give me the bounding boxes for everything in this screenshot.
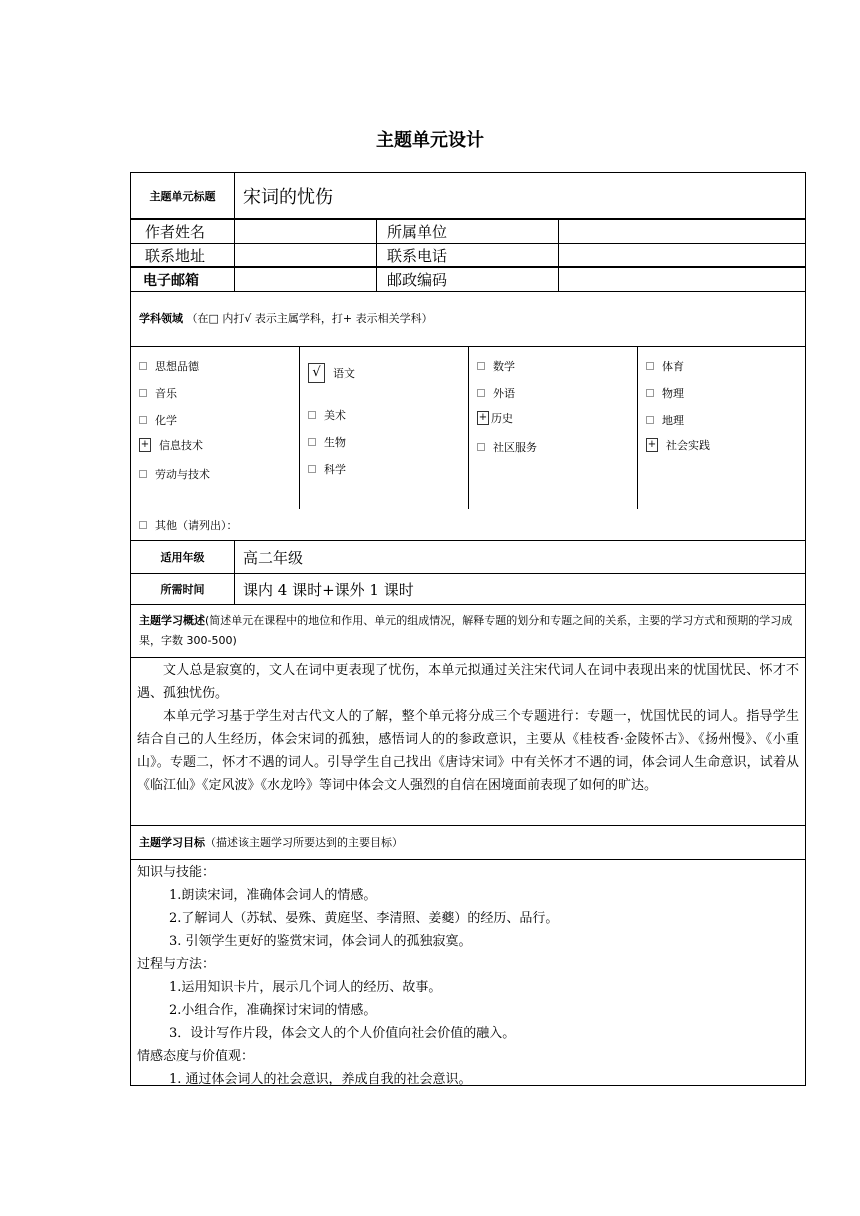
phone-label: 联系电话 (377, 244, 559, 266)
subject-item[interactable]: 劳动与技术 (139, 466, 210, 482)
subject-item[interactable]: + 信息技术 (140, 439, 203, 452)
subject-column-3 (469, 347, 638, 509)
grade-label: 适用年级 (131, 541, 235, 573)
subject-column-2 (300, 347, 469, 509)
unit-label: 所属单位 (377, 220, 559, 243)
subject-item[interactable]: 数学 (477, 358, 515, 374)
subject-area-note: （在□ 内打√ 表示主属学科，打+ 表示相关学科） (186, 312, 433, 325)
overview-note: (简述单元在课程中的地位和作用、单元的组成情况，解释专题的划分和专题之间的关系，主要的学习方式和预期的学习成果，字数 300-500) (139, 614, 793, 647)
checkbox-icon[interactable] (139, 389, 147, 397)
goal-line: 1.朗读宋词，准确体会词人的情感。 (169, 888, 377, 903)
goal-line: 3．设计写作片段，体会文人的个人价值向社会价值的融入。 (169, 1026, 516, 1041)
goal-line: 3. 引领学生更好的鉴赏宋词，体会词人的孤独寂寞。 (169, 934, 472, 949)
unit-title-row (131, 173, 805, 220)
unit-title-value[interactable]: 宋词的忧伤 (243, 186, 333, 208)
overview-label: 主题学习概述 (139, 614, 205, 627)
zip-label: 邮政编码 (377, 268, 559, 291)
checkbox-icon[interactable] (477, 362, 485, 370)
phone-field[interactable] (559, 244, 805, 266)
subject-column-1 (131, 347, 300, 509)
goal-line: 1.运用知识卡片，展示几个词人的经历、故事。 (169, 980, 442, 995)
overview-header (131, 605, 805, 658)
address-row (131, 244, 805, 268)
checkbox-icon[interactable] (308, 411, 316, 419)
grade-row (131, 541, 805, 574)
unit-title-label: 主题单元标题 (131, 173, 235, 218)
goals-content (131, 860, 805, 1086)
email-field[interactable] (235, 268, 377, 291)
subject-area-label: 学科领域 (139, 312, 183, 325)
time-value[interactable]: 课内 4 课时+课外 1 课时 (243, 580, 414, 599)
email-row (131, 268, 805, 292)
checkbox-icon[interactable] (139, 470, 147, 478)
checkbox-icon[interactable] (139, 416, 147, 424)
subject-item[interactable]: 外语 (477, 385, 515, 401)
check-checkbox-icon[interactable]: √ (308, 363, 325, 383)
zip-field[interactable] (559, 268, 805, 291)
subject-item[interactable]: 化学 (139, 412, 177, 428)
subject-area-header (131, 292, 805, 347)
goals-heading (131, 828, 411, 858)
subject-item[interactable]: 生物 (308, 434, 346, 450)
checkbox-icon[interactable] (646, 389, 654, 397)
checkbox-icon[interactable] (139, 521, 147, 529)
design-table (130, 172, 806, 1086)
author-row (131, 220, 805, 244)
subject-item[interactable]: + 社会实践 (647, 439, 710, 452)
goals-label: 主题学习目标 (139, 835, 205, 849)
page-title: 主题单元设计 (376, 130, 484, 151)
email-label: 电子邮箱 (131, 268, 235, 291)
time-row (131, 574, 805, 605)
plus-checkbox-icon[interactable]: + (140, 439, 150, 450)
goal-line: 2.了解词人（苏轼、晏殊、黄庭坚、李清照、姜夔）的经历、品行。 (169, 911, 559, 926)
overview-text[interactable] (131, 658, 805, 825)
checkbox-icon[interactable] (646, 362, 654, 370)
overview-content (131, 658, 805, 826)
subject-item[interactable]: 物理 (646, 385, 684, 401)
overview-paragraph: 文人总是寂寞的，文人在词中更表现了忧伤，本单元拟通过关注宋代词人在词中表现出来的忧国忧民、怀才不遇、孤独忧伤。 (137, 663, 799, 701)
goals-header (131, 826, 805, 860)
address-label: 联系地址 (131, 244, 235, 266)
grade-value[interactable]: 高二年级 (243, 548, 304, 567)
goals-note: （描述该主题学习所要达到的主要目标） (205, 835, 403, 849)
subject-item[interactable]: 思想品德 (139, 358, 199, 374)
subject-item[interactable]: 地理 (646, 412, 684, 428)
time-label: 所需时间 (131, 574, 235, 604)
goal-line: 情感态度与价值观： (137, 1049, 255, 1064)
subject-item[interactable]: 社区服务 (477, 439, 537, 455)
goal-line: 2.小组合作，准确探讨宋词的情感。 (169, 1003, 377, 1018)
address-field[interactable] (235, 244, 377, 266)
subject-item[interactable]: 美术 (308, 407, 346, 423)
author-field[interactable] (235, 220, 377, 243)
subject-item[interactable]: 体育 (646, 358, 684, 374)
checkbox-icon[interactable] (308, 438, 316, 446)
unit-field[interactable] (559, 220, 805, 243)
author-label: 作者姓名 (131, 220, 235, 243)
subject-grid (131, 347, 805, 510)
plus-checkbox-icon[interactable]: + (478, 412, 488, 423)
checkbox-icon[interactable] (477, 443, 485, 451)
goals-text[interactable] (131, 860, 564, 1085)
subject-area-heading (131, 304, 441, 334)
goal-line: 1. 通过体会词人的社会意识，养成自我的社会意识。 (169, 1072, 472, 1087)
checkbox-icon[interactable] (308, 465, 316, 473)
checkbox-icon[interactable] (646, 416, 654, 424)
subject-other-label: 其他（请列出）： (155, 519, 238, 532)
subject-other-row[interactable] (131, 510, 805, 541)
subject-item[interactable]: + 历史 (478, 412, 513, 425)
overview-paragraph: 本单元学习基于学生对古代文人的了解，整个单元将分成三个专题进行：专题一，忧国忧民的词人。指导学生结合自己的人生经历，体会宋词的孤独，感悟词人的的参政意识，主要从《桂枝香·金陵怀古》、《扬州慢》、《小重山》。专题二，怀才不遇的词人。引导学生自己找出《唐诗宋词》中有关怀才不遇的词，体会词人生命意识，试着从《临江仙》《定风波》《水龙吟》等词中体会文人强烈的自信在困境面前表现了如何的旷达。 (137, 709, 799, 793)
goal-line: 知识与技能： (137, 865, 216, 880)
subject-item[interactable]: √ 语文 (308, 363, 355, 383)
plus-checkbox-icon[interactable]: + (647, 439, 657, 450)
overview-heading (131, 608, 805, 654)
subject-item[interactable]: 音乐 (139, 385, 177, 401)
checkbox-icon[interactable] (477, 389, 485, 397)
checkbox-icon[interactable] (139, 362, 147, 370)
subject-column-4 (638, 347, 805, 510)
goal-line: 过程与方法： (137, 957, 216, 972)
subject-item[interactable]: 科学 (308, 461, 346, 477)
